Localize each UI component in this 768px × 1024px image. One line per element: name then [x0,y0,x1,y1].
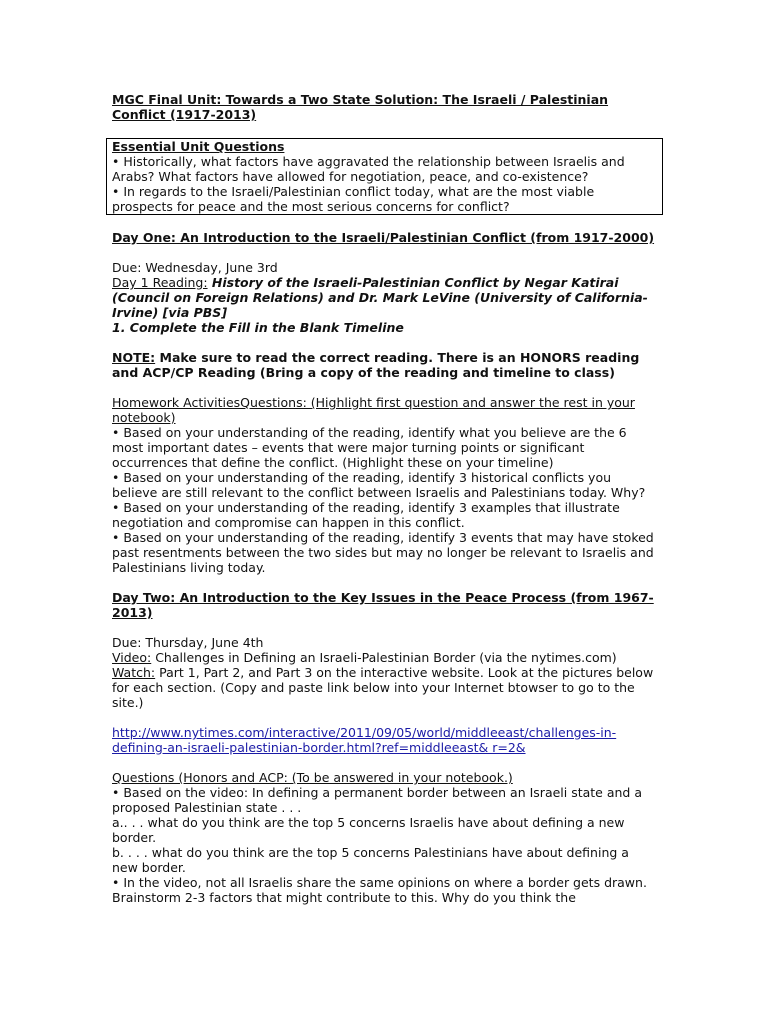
day-two-heading: Day Two: An Introduction to the Key Issues in the Peace Process (from 1967-2013) [112,590,654,620]
document-body [112,92,657,905]
note-text: Make sure to read the correct reading. There is an HONORS reading and ACP/CP Reading (Bring a copy of the reading and timeline to class) [112,350,640,380]
homework-heading: Homework ActivitiesQuestions: (Highlight first question and answer the rest in your notebook) [112,395,635,425]
nytimes-link[interactable]: http://www.nytimes.com/interactive/2011/09/05/world/middleeast/challenges-in-defining-an-israeli-palestinian-border.html?ref=middleeast& r=2& [112,725,617,755]
question-item: • In the video, not all Israelis share the same opinions on where a border gets drawn. Brainstorm 2-3 factors that might contribute to this. Why do you think the [112,875,647,905]
question-item: • Based on the video: In defining a permanent border between an Israeli state and a proposed Palestinian state . . . [112,785,642,815]
day-one-reading-title: History of the Israeli-Palestinian Conflict by Negar Katirai (Council on Foreign Relations) and Dr. Mark LeVine (University of California-Irvine) [via PBS] [112,275,648,320]
video-label: Video: [112,650,152,665]
watch-label: Watch: [112,665,156,680]
watch-text: Part 1, Part 2, and Part 3 on the interactive website. Look at the pictures below for each section. (Copy and paste link below into your Internet btowser to go to the site.) [112,665,654,710]
page-title: MGC Final Unit: Towards a Two State Solution: The Israeli / Palestinian Conflict (1917-2013) [112,92,609,122]
day-one-reading [112,275,657,320]
day-one-note [112,350,657,380]
essential-question-2: • In regards to the Israeli/Palestinian conflict today, what are the most viable prospects for peace and the most serious concerns for conflict? [112,184,595,214]
essential-questions-heading: Essential Unit Questions [112,139,285,154]
day-two-watch [112,665,657,710]
question-item: a.. . . what do you think are the top 5 concerns Israelis have about defining a new border. [112,815,625,845]
homework-item: • Based on your understanding of the reading, identify what you believe are the 6 most important dates – events that were major turning points or significant occurrences that define the conflict. (Highlight these on your timeline) [112,425,627,470]
question-item: b. . . . what do you think are the top 5 concerns Palestinians have about defining a new border. [112,845,629,875]
homework-item: • Based on your understanding of the reading, identify 3 historical conflicts you believe are still relevant to the conflict between Israelis and Palestinians today. Why? [112,470,646,500]
day-two-due: Due: Thursday, June 4th [112,635,264,650]
day-one-reading-label: Day 1 Reading: [112,275,208,290]
essential-question-1: • Historically, what factors have aggravated the relationship between Israelis and Arabs? What factors have allowed for negotiation, peace, and co-existence? [112,154,625,184]
nytimes-link-line [112,725,657,755]
essential-questions-box [106,138,663,215]
questions-heading: Questions (Honors and ACP: (To be answered in your notebook.) [112,770,513,785]
day-one-heading: Day One: An Introduction to the Israeli/Palestinian Conflict (from 1917-2000) [112,230,655,245]
day-one-task: 1. Complete the Fill in the Blank Timeline [112,320,404,335]
homework-item: • Based on your understanding of the reading, identify 3 events that may have stoked past resentments between the two sides but may no longer be relevant to Israelis and Palestinians living today. [112,530,654,575]
day-two-video [112,650,657,665]
note-label: NOTE: [112,350,156,365]
day-one-due: Due: Wednesday, June 3rd [112,260,278,275]
homework-item: • Based on your understanding of the reading, identify 3 examples that illustrate negotiation and compromise can happen in this conflict. [112,500,620,530]
video-text: Challenges in Defining an Israeli-Palestinian Border (via the nytimes.com) [151,650,617,665]
